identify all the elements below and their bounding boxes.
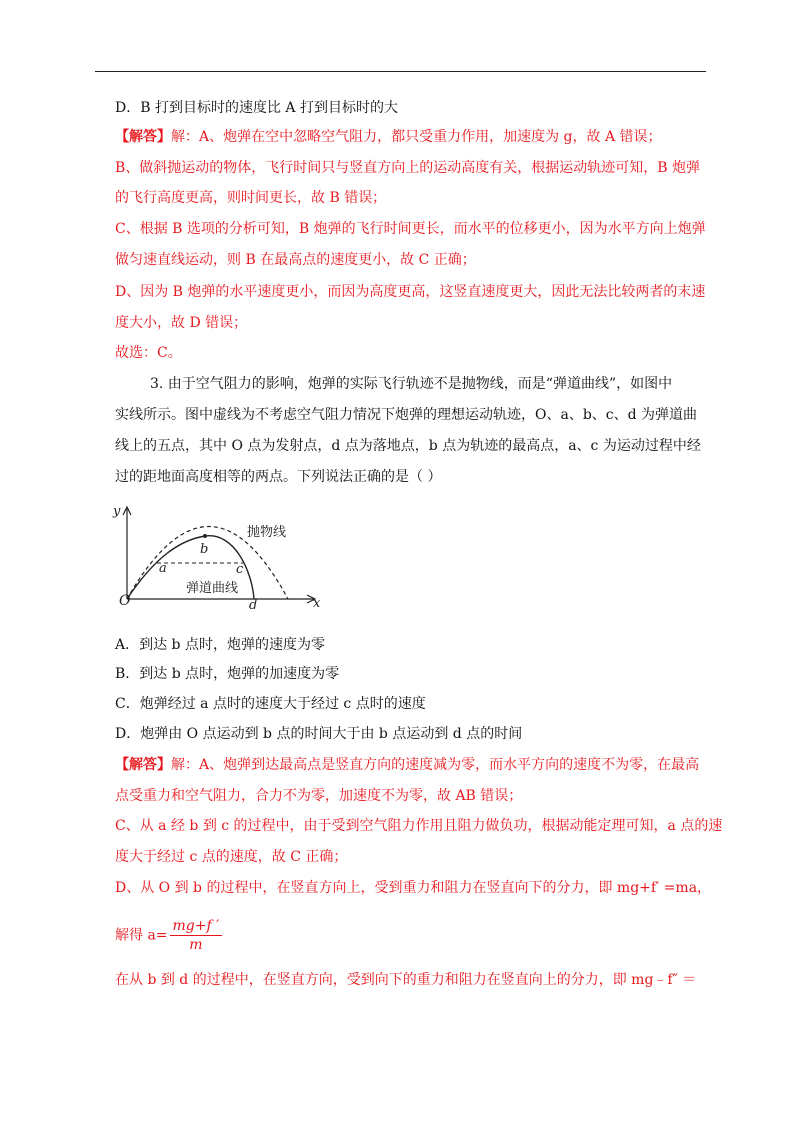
option-d-prev: D．B 打到目标时的速度比 A 打到目标时的大: [115, 100, 398, 116]
question-3-line-3: 线上的五点，其中 O 点为发射点，d 点为落地点，b 点为轨迹的最高点，a、c 为运动过程中经: [115, 438, 701, 454]
trajectory-figure: [110, 502, 330, 612]
point-c-label: c: [236, 562, 244, 577]
fraction-numerator: mg+f ′: [170, 918, 223, 936]
answer2-line-5: D、从 O 到 b 的过程中，在竖直方向上，受到重力和阻力在竖直向下的分力，即 mg+f′ =ma，: [115, 880, 712, 896]
option-b: B．到达 b 点时，炮弹的加速度为零: [115, 666, 340, 682]
fraction: [170, 918, 223, 953]
answer-tag: 【解答】: [115, 129, 171, 145]
answer-line-2: B、做斜抛运动的物体，飞行时间只与竖直方向上的运动高度有关，根据运动轨迹可知，B 炮弹: [115, 160, 701, 176]
answer-line-3: 的飞行高度更高，则时间更长，故 B 错误；: [115, 190, 387, 206]
answer-line-4: C、根据 B 选项的分析可知，B 炮弹的飞行时间更长，而水平的位移更小，因为水平方向上炮弹: [115, 221, 706, 237]
x-label: x: [313, 596, 321, 611]
origin-label: O: [119, 593, 131, 609]
header-rule: [95, 71, 706, 72]
option-d: D．炮弹由 O 点运动到 b 点的时间大于由 b 点运动到 d 点的时间: [115, 726, 523, 742]
answer-line-8: 故选：C。: [115, 345, 182, 361]
question-3-line-2: 实线所示。图中虚线为不考虑空气阻力情况下炮弹的理想运动轨迹，O、a、b、c、d 为弹道曲: [115, 407, 698, 423]
answer-line-7: 度大小，故 D 错误；: [115, 315, 248, 331]
point-b-dot: [203, 534, 207, 538]
answer2-line-1: 【解答】解：A、炮弹到达最高点是竖直方向的速度减为零，而水平方向的速度不为零，在最高: [115, 757, 700, 773]
answer-line-6: D、因为 B 炮弹的水平速度更小，而因为高度更高，这竖直速度更大，因此无法比较两者的末速: [115, 284, 706, 300]
answer-tag-2: 【解答】: [115, 757, 171, 773]
answer2-line-3: C、从 a 经 b 到 c 的过程中，由于受到空气阻力作用且阻力做负功，根据动能定理可知，a 点的速: [115, 818, 723, 834]
point-b-label: b: [200, 542, 209, 557]
answer2-line-4: 度大于经过 c 点的速度，故 C 正确；: [115, 849, 348, 865]
answer2-line-6: 在从 b 到 d 的过程中，在竖直方向，受到向下的重力和阻力在竖直向上的分力，即 mg﹣f″ ＝: [115, 972, 697, 988]
fraction-prefix: 解得 a=: [115, 927, 168, 944]
fraction-formula: [115, 918, 222, 953]
parabola-label: 抛物线: [247, 525, 287, 540]
answer-line-1: 【解答】解：A、炮弹在空中忽略空气阻力，都只受重力作用，加速度为 g，故 A 错误；: [115, 129, 662, 145]
question-3-line-4: 过的距地面高度相等的两点。下列说法正确的是（ ）: [115, 469, 442, 485]
option-c: C．炮弹经过 a 点时的速度大于经过 c 点时的速度: [115, 696, 426, 712]
question-3-line-1: 3. 由于空气阻力的影响，炮弹的实际飞行轨迹不是抛物线，而是“弹道曲线”，如图中: [150, 376, 673, 392]
answer-line-5: 做匀速直线运动，则 B 在最高点的速度更小，故 C 正确；: [115, 252, 476, 268]
answer2-line-2: 点受重力和空气阻力，合力不为零，加速度不为零，故 AB 错误；: [115, 788, 523, 804]
point-d-label: d: [249, 598, 258, 612]
fraction-denominator: m: [189, 937, 203, 953]
option-a: A．到达 b 点时，炮弹的速度为零: [115, 637, 325, 653]
ballistic-label: 弹道曲线: [186, 581, 239, 596]
y-label: y: [113, 504, 121, 519]
point-a-label: a: [159, 561, 167, 576]
